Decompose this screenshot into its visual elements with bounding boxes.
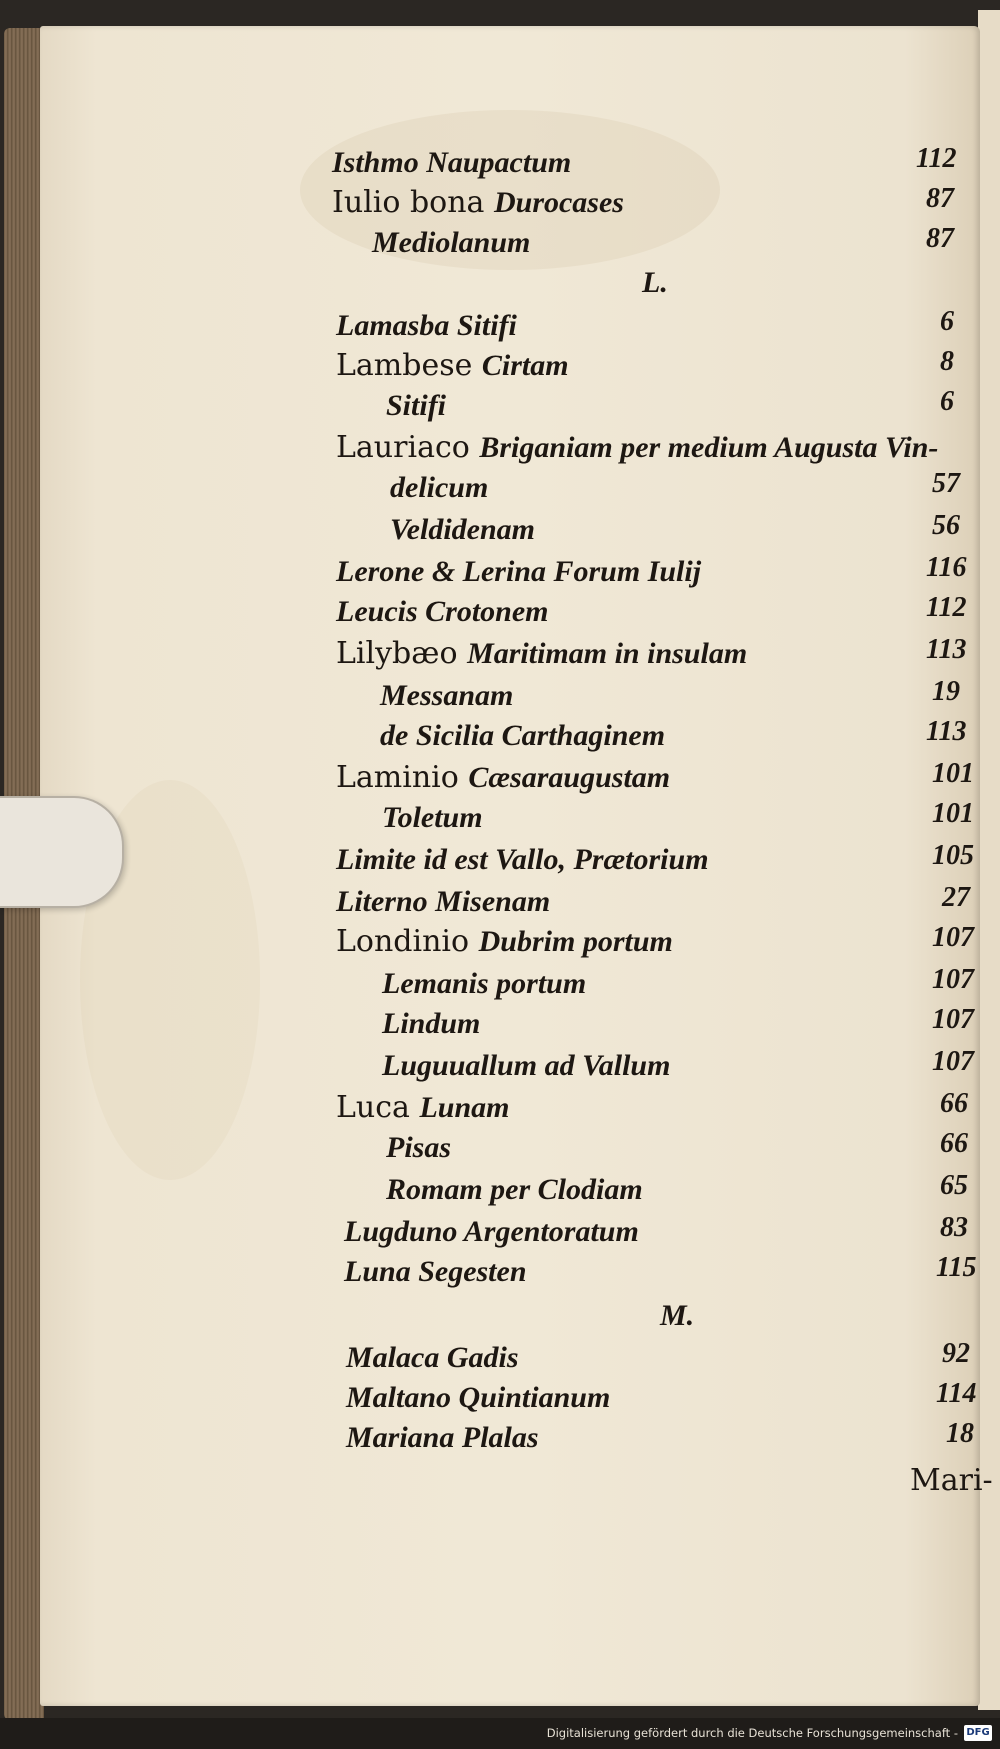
entry-text: de Sicilia Carthaginem [380,719,666,752]
page-number: 66 [940,1088,968,1119]
page-number: 107 [932,922,974,953]
entry-text: delicum [390,471,489,504]
entry-head: Lilybæo [336,636,468,671]
page-number: 113 [926,716,967,747]
entry-head: Londinio [336,924,479,959]
page-number: 114 [936,1378,977,1409]
entry-text: Isthmo Naupactum [332,146,572,179]
page-number: 101 [932,798,974,829]
page-number: 107 [932,1004,974,1035]
page-number: 116 [926,552,967,583]
entry-text: Mediolanum [372,226,531,259]
entry-text: Lunam [419,1091,510,1124]
entry-text: Malaca Gadis [346,1341,519,1374]
page-number: 87 [926,183,954,214]
page-number: 113 [926,634,967,665]
dfg-logo-icon: DFG [964,1725,992,1741]
entry-head: Lambese [336,348,482,383]
entry-head: Laminio [336,760,469,795]
page-number: 27 [942,882,970,913]
entry-text: Romam per Clodiam [386,1173,643,1206]
entry-text: Mariana Plalas [346,1421,539,1454]
page-number: 18 [946,1418,974,1449]
page-number: 19 [932,676,960,707]
page-number: 6 [940,386,954,417]
entry-text: Sitifi [386,389,447,422]
entry-text: Briganiam per medium Augusta Vin- [479,431,939,464]
entry-text: Lugduno Argentoratum [344,1215,639,1248]
page-number: 65 [940,1170,968,1201]
page-number: 112 [926,592,967,623]
page-number: 105 [932,840,974,871]
page-number: 101 [932,758,974,789]
entry-text: Messanam [380,679,514,712]
entry-head: Lauriaco [336,430,480,465]
entry-text: Veldidenam [390,513,536,546]
page-number: 92 [942,1338,970,1369]
page-number: 66 [940,1128,968,1159]
entry-text: Lamasba Sitifi [336,309,517,342]
entry-head: Luca [336,1090,420,1125]
entry-text: Durocases [493,186,624,219]
section-letter-m: M. [660,1299,695,1332]
entry-text: Leucis Crotonem [336,595,549,628]
entry-text: Maritimam in insulam [467,637,748,670]
entry-text: Literno Misenam [336,885,551,918]
entry-text: Cæsaraugustam [468,761,671,794]
catchword: Mari- [910,1463,993,1498]
entry-text: Limite id est Vallo, Prætorium [336,843,709,876]
page-number: 107 [932,1046,974,1077]
entry-text: Maltano Quintianum [346,1381,611,1414]
entry-text: Luna Segesten [344,1255,527,1288]
entry-text: Lindum [382,1007,481,1040]
entry-head: Iulio bona [332,185,494,220]
page-number: 56 [932,510,960,541]
entry-text: Lemanis portum [382,967,587,1000]
entry-text: Luguuallum ad Vallum [382,1049,671,1082]
entry-text: Dubrim portum [478,925,673,958]
entry-text: Toletum [382,801,483,834]
page-number: 112 [916,143,957,174]
page-number: 6 [940,306,954,337]
entry-text: Cirtam [481,349,569,382]
page-number: 8 [940,346,954,377]
page-number: 57 [932,468,960,499]
footer-credit-text: Digitalisierung gefördert durch die Deutsche Forschungsgemeinschaft - [546,1726,958,1740]
page-number: 107 [932,964,974,995]
section-letter-l: L. [642,266,668,299]
page-number: 115 [936,1252,977,1283]
page-number: 87 [926,223,954,254]
entry-text: Lerone & Lerina Forum Iulij [336,555,702,588]
entry-text: Pisas [386,1131,452,1164]
page-number: 83 [940,1212,968,1243]
